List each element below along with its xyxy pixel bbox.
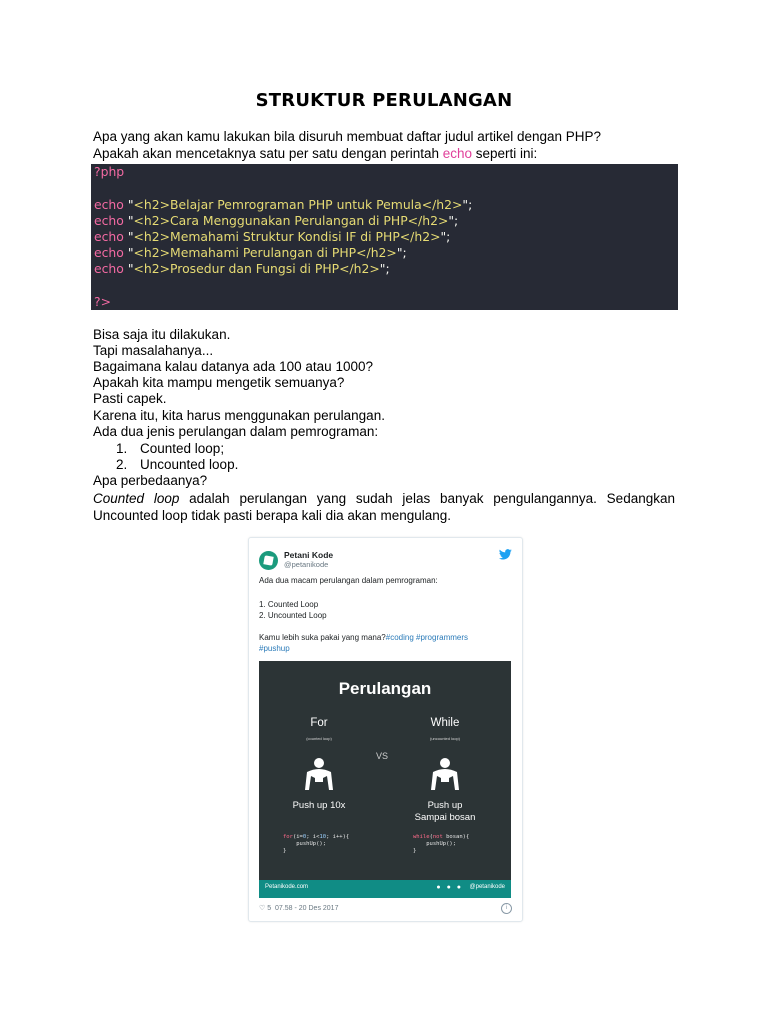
while-caption-line-1: Push up <box>427 800 463 811</box>
footer-handle: @petanikode <box>469 884 505 890</box>
body-question: Apa perbedaanya? <box>93 473 208 488</box>
code-string: <h2>Memahami Perulangan di PHP</h2> <box>133 245 397 260</box>
code-string: <h2>Memahami Struktur Kondisi IF di PHP</h2> <box>133 229 441 244</box>
tweet-question: Kamu lebih suka pakai yang mana? <box>259 633 386 642</box>
hashtag-link[interactable]: #pushup <box>259 644 290 653</box>
intro-line-2 <box>93 146 537 163</box>
intro-text: Apakah akan mencetaknya satu per satu dengan perintah <box>93 146 443 161</box>
body-line: Bisa saja itu dilakukan. <box>93 327 231 342</box>
code-keyword: echo <box>94 197 124 212</box>
heart-icon[interactable]: ♡ <box>259 905 266 912</box>
code-line: echo "<h2>Prosedur dan Fungsi di PHP</h2>"; <box>94 261 390 276</box>
tweet-text: Ada dua macam perulangan dalam pemrograman: <box>259 576 438 585</box>
intro-line-1: Apa yang akan kamu lakukan bila disuruh membuat daftar judul artikel dengan PHP? <box>93 129 602 144</box>
page-title: STRUKTUR PERULANGAN <box>255 90 513 111</box>
for-caption: Push up 10x <box>292 800 346 811</box>
body-line: Karena itu, kita harus menggunakan perulangan. <box>93 408 385 423</box>
for-subheading: (counted loop) <box>306 736 332 741</box>
code-keyword: echo <box>94 261 124 276</box>
like-count: 5 <box>267 905 272 912</box>
tweet-list-item: 2. Uncounted Loop <box>259 611 327 620</box>
code-string: <h2>Belajar Pemrograman PHP untuk Pemula</h2> <box>133 197 463 212</box>
code-line: echo "<h2>Belajar Pemrograman PHP untuk Pemula</h2>"; <box>94 197 473 212</box>
body-line: Apakah kita mampu mengetik semuanya? <box>93 375 345 390</box>
pushup-figure-icon <box>299 756 339 796</box>
body-line: Pasti capek. <box>93 391 167 406</box>
tweet-timestamp[interactable]: 07.58 - 20 Des 2017 <box>275 905 339 912</box>
body-line: Bagaimana kalau datanya ada 100 atau 1000? <box>93 359 373 374</box>
list-text: Counted loop; <box>140 441 225 456</box>
vs-label: VS <box>376 751 389 761</box>
list-number: 1. <box>116 441 128 456</box>
code-string: <h2>Prosedur dan Fungsi di PHP</h2> <box>133 261 380 276</box>
code-keyword: echo <box>94 245 124 260</box>
list-text: Uncounted loop. <box>140 457 239 472</box>
list-number: 2. <box>116 457 128 472</box>
avatar[interactable] <box>259 551 278 570</box>
counted-loop-term: Counted loop <box>93 491 180 506</box>
tweet-author-name[interactable]: Petani Kode <box>284 550 334 560</box>
image-footer <box>259 880 511 898</box>
tweet-author-handle[interactable]: @petanikode <box>284 560 329 569</box>
pushup-figure-icon <box>425 756 465 796</box>
hashtag-link[interactable]: #coding #programmers <box>385 633 469 642</box>
tweet-list-item: 1. Counted Loop <box>259 600 319 609</box>
embedded-tweet[interactable] <box>248 537 523 922</box>
twitter-bird-icon[interactable] <box>499 549 512 560</box>
paragraph-text: adalah perulangan yang sudah jelas banyak pengulangannya. Sedangkan Uncounted loop tidak pasti berapa kali dia akan mengulang. <box>93 491 675 523</box>
while-code-snippet: while(not bosan){ pushUp(); } <box>413 834 470 854</box>
body-line: Ada dua jenis perulangan dalam pemrograman: <box>93 424 379 439</box>
code-keyword: echo <box>94 213 124 228</box>
footer-site: Petanikode.com <box>265 884 309 890</box>
info-icon[interactable]: i <box>501 903 512 914</box>
code-string: <h2>Cara Menggunakan Perulangan di PHP</h2> <box>133 213 449 228</box>
social-icons: ● ● ● <box>436 884 463 891</box>
tweet-meta <box>259 904 338 912</box>
code-block <box>91 164 678 310</box>
while-caption-line-2: Sampai bosan <box>414 812 476 823</box>
for-code-snippet: for(i=0; i<10; i++){ pushUp(); } <box>283 834 350 854</box>
while-heading: While <box>430 717 460 729</box>
body-line: Tapi masalahanya... <box>93 343 214 358</box>
code-open-tag: ?php <box>94 164 125 179</box>
image-title: Perulangan <box>338 679 432 698</box>
tweet-text <box>259 633 468 642</box>
code-close-tag: ?> <box>94 294 111 309</box>
intro-text-end: seperti ini: <box>472 146 538 161</box>
code-line: echo "<h2>Cara Menggunakan Perulangan di PHP</h2>"; <box>94 213 459 228</box>
code-line: echo "<h2>Memahami Struktur Kondisi IF di PHP</h2>"; <box>94 229 451 244</box>
for-heading: For <box>310 717 328 729</box>
code-line: echo "<h2>Memahami Perulangan di PHP</h2>"; <box>94 245 407 260</box>
tweet-image[interactable] <box>259 661 511 898</box>
code-keyword: echo <box>94 229 124 244</box>
echo-keyword: echo <box>442 146 473 161</box>
body-paragraph <box>93 490 675 524</box>
while-subheading: (uncounted loop) <box>429 736 461 741</box>
